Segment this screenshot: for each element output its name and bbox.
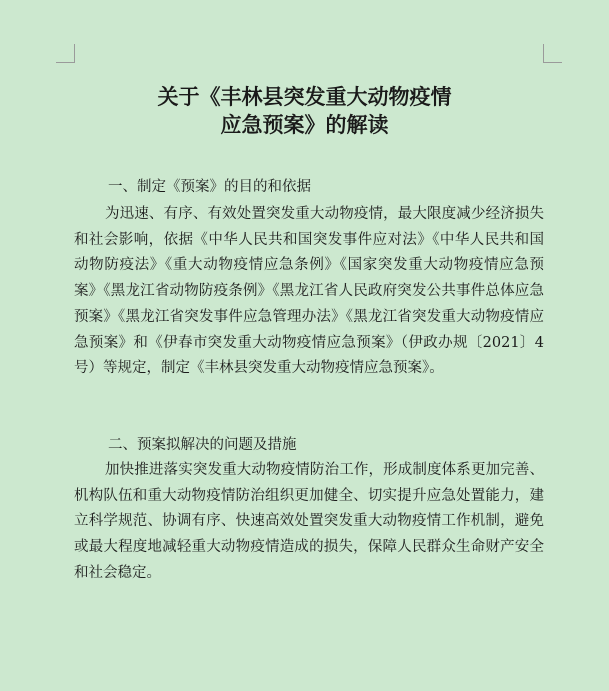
section-2-paragraph: 加快推进落实突发重大动物疫情防治工作，形成制度体系更加完善、机构队伍和重大动物疫情防治组织更加健全、切实提升应急处置能力，建立科学规范、协调有序、快速高效处置突发重大动物疫情工作机制，避免或最大程度地减轻重大动物疫情造成的损失，保障人民群众生命财产安全和社会稳定。 <box>74 462 544 581</box>
section-1-heading: 一、制定《预案》的目的和依据 <box>108 179 311 195</box>
top-left-margin-mark <box>56 44 75 63</box>
document-title-line-1: 关于《丰林县突发重大动物疫情 <box>157 84 452 109</box>
section-2-heading: 二、预案拟解决的问题及措施 <box>108 437 297 453</box>
section-1-paragraph: 为迅速、有序、有效处置突发重大动物疫情，最大限度减少经济损失和社会影响，依据《中华人民共和国突发事件应对法》《中华人民共和国动物防疫法》《重大动物疫情应急条例》《国家突发重大动物疫情应急预案》《黑龙江省动物防疫条例》《黑龙江省人民政府突发公共事件总体应急预案》《黑龙江省突发事件应急管理办法》《黑龙江省突发重大动物疫情应急预案》和《伊春市突发重大动物疫情应急预案》（伊政办规〔2021〕4号）等规定，制定《丰林县突发重大动物疫情应急预案》。 <box>74 206 544 377</box>
document-title-line-2: 应急预案》的解读 <box>220 112 389 137</box>
top-right-margin-mark <box>543 44 562 63</box>
